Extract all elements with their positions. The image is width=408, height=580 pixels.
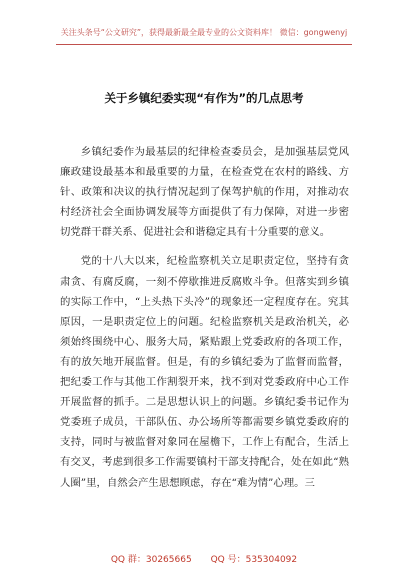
header-banner: 关注头条号“公文研究”，获得最新最全最专业的公文资料库！ 微信：gongwenyj [60,28,348,37]
body-paragraph: 党的十八大以来，纪检监察机关立足职责定位，坚持有贪肃贪、有腐反腐，一刻不停歇推进反腐败斗争。但落实到乡镇的实际工作中，“上头热下头冷”的现象还一定程度存在。究其原因，一是职责定位上的问题。纪检监察机关是政治机关，必须始终围绕中心、服务大局，紧贴跟上党委政府的各项工作，有的放矢地开展监督。但是，有的乡镇纪委为了监督而监督，把纪委工作与其他工作割裂开来，找不到对党委政府中心工作开展监督的抓手。二是思想认识上的问题。乡镇纪委书记作为党委班子成员，干部队伍、办公场所等都需要乡镇党委政府的支持，同时与被监督对象同在屋檐下，工作上有配合，生活上有交叉，考虑到很多工作需要镇村干部支持配合，处在如此“熟人圈”里，自然会产生思想顾虑，存在“难为情”心理。三 [60,255,349,489]
body-paragraph: 乡镇纪委作为最基层的纪律检查委员会，是加强基层党风廉政建设最基本和最重要的力量，在检查党在农村的路线、方针、政策和决议的执行情况起到了保驾护航的作用，对推动农村经济社会全面协调发展等方面提供了有力保障，对进一步密切党群干群关系、促进社会和谐稳定具有十分重要的意义。 [60,146,349,239]
document-title: 关于乡镇纪委实现“有作为”的几点思考 [104,91,304,105]
header-divider [56,44,352,45]
qq-group-number: QQ 群：30265665 [110,555,192,565]
document-body [60,142,349,502]
qq-number: QQ 号：535304092 [210,555,298,565]
footer-contact [0,552,408,565]
